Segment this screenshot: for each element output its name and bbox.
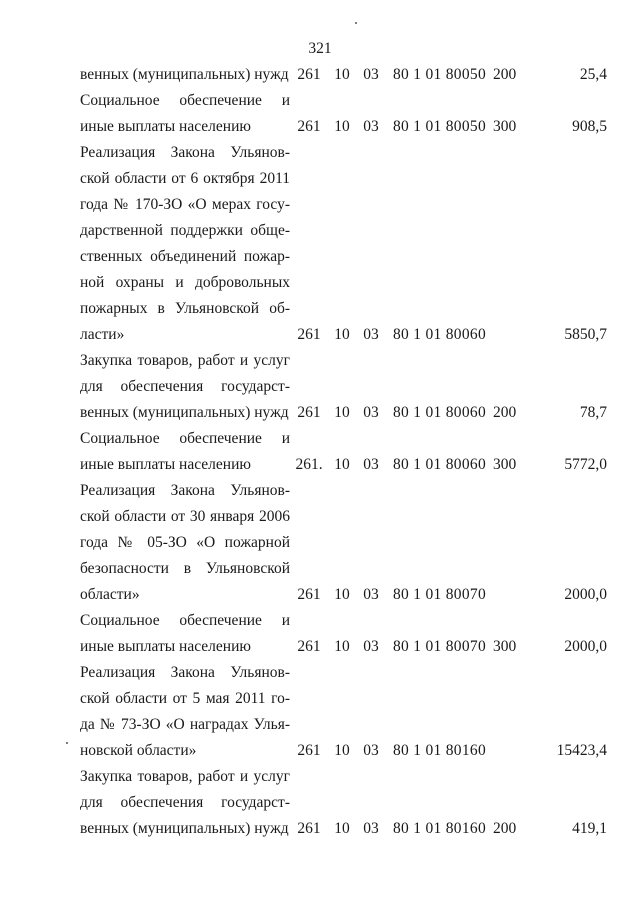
amount: 2000,0 — [564, 586, 607, 603]
section-code — [328, 296, 356, 322]
section-code: 10 — [334, 66, 350, 83]
expense-type-code — [493, 192, 533, 218]
ministry-code: 261 — [297, 586, 321, 603]
table-row — [80, 452, 607, 478]
expense-type-code — [493, 608, 533, 634]
ministry-code: 261 — [297, 326, 321, 343]
table-row — [80, 504, 607, 530]
target-article-code: 80 1 01 80070 — [392, 638, 487, 655]
target-article-code — [386, 790, 493, 816]
amount — [533, 270, 607, 296]
table-row — [80, 660, 607, 686]
section-code — [328, 686, 356, 712]
row-description-line: венных (муниципальных) нужд — [80, 820, 289, 837]
amount — [533, 192, 607, 218]
expense-type-code — [493, 712, 533, 738]
table-row — [80, 530, 607, 556]
row-description-line: безопасности в Ульяновской — [80, 560, 290, 577]
target-article-code — [386, 686, 493, 712]
row-description-line: венных (муниципальных) нужд — [80, 404, 289, 421]
target-article-code — [386, 556, 493, 582]
expense-type-code — [493, 374, 533, 400]
target-article-code: 80 1 01 80160 — [392, 742, 487, 759]
row-description-line: иные выплаты населению — [80, 456, 251, 473]
row-description-line: Социальное обеспечение и — [80, 430, 290, 447]
target-article-code — [386, 712, 493, 738]
subsection-code: 03 — [363, 638, 379, 655]
subsection-code — [356, 218, 386, 244]
subsection-code: 03 — [363, 586, 379, 603]
ministry-code — [290, 426, 328, 452]
subsection-code — [356, 608, 386, 634]
row-description-line: ной охраны и добровольных — [80, 274, 290, 291]
row-description-line: года № 170-ЗО «О мерах госу- — [80, 196, 290, 213]
subsection-code — [356, 790, 386, 816]
target-article-code — [386, 166, 493, 192]
row-description-line: иные выплаты населению — [80, 638, 251, 655]
amount — [533, 608, 607, 634]
target-article-code — [386, 270, 493, 296]
subsection-code: 03 — [363, 456, 379, 473]
row-description-line: новской области» — [80, 742, 197, 759]
amount — [533, 348, 607, 374]
target-article-code: 80 1 01 80050 — [392, 66, 487, 83]
section-code: 10 — [334, 586, 350, 603]
ministry-code — [290, 88, 328, 114]
ministry-code — [290, 504, 328, 530]
section-code — [328, 192, 356, 218]
table-row — [80, 270, 607, 296]
row-description-line: для обеспечения государст- — [80, 378, 290, 395]
table-row — [80, 790, 607, 816]
section-code — [328, 426, 356, 452]
target-article-code — [386, 426, 493, 452]
row-description-line: области» — [80, 586, 140, 603]
target-article-code: 80 1 01 80160 — [392, 820, 487, 837]
target-article-code — [386, 530, 493, 556]
expense-type-code — [493, 426, 533, 452]
row-description-line: ласти» — [80, 326, 125, 343]
section-code — [328, 270, 356, 296]
amount — [533, 504, 607, 530]
subsection-code — [356, 166, 386, 192]
section-code — [328, 530, 356, 556]
ministry-code — [290, 556, 328, 582]
ministry-code — [290, 296, 328, 322]
ministry-code — [290, 686, 328, 712]
subsection-code — [356, 504, 386, 530]
target-article-code — [386, 348, 493, 374]
budget-table-body — [80, 62, 607, 842]
table-row — [80, 348, 607, 374]
subsection-code — [356, 530, 386, 556]
table-row — [80, 426, 607, 452]
amount: 5850,7 — [564, 326, 607, 343]
table-row — [80, 764, 607, 790]
table-row — [80, 608, 607, 634]
row-description-line: ственных объединений пожар- — [80, 248, 290, 265]
target-article-code — [386, 296, 493, 322]
expense-type-code — [493, 738, 533, 764]
row-description-line: Закупка товаров, работ и услуг — [80, 352, 290, 369]
row-description-line: Реализация Закона Ульянов- — [80, 482, 290, 499]
table-row — [80, 88, 607, 114]
table-row — [80, 816, 607, 842]
subsection-code: 03 — [363, 820, 379, 837]
target-article-code: 80 1 01 80060 — [392, 326, 487, 343]
subsection-code: 03 — [363, 118, 379, 135]
amount: 908,5 — [572, 118, 607, 135]
subsection-code: 03 — [363, 326, 379, 343]
amount — [533, 296, 607, 322]
row-description-line: Реализация Закона Ульянов- — [80, 664, 290, 681]
ministry-code — [290, 192, 328, 218]
table-row — [80, 634, 607, 660]
ministry-code: 261 — [297, 118, 321, 135]
target-article-code — [386, 504, 493, 530]
ministry-code — [290, 244, 328, 270]
target-article-code — [386, 660, 493, 686]
target-article-code — [386, 764, 493, 790]
subsection-code: 03 — [363, 66, 379, 83]
amount: 5772,0 — [564, 456, 607, 473]
expense-type-code — [493, 478, 533, 504]
subsection-code — [356, 88, 386, 114]
section-code — [328, 88, 356, 114]
subsection-code — [356, 764, 386, 790]
amount: 419,1 — [572, 820, 607, 837]
section-code — [328, 218, 356, 244]
amount — [533, 478, 607, 504]
subsection-code — [356, 244, 386, 270]
expense-type-code: 300 — [493, 118, 517, 135]
target-article-code — [386, 478, 493, 504]
section-code — [328, 374, 356, 400]
expense-type-code: 300 — [493, 638, 517, 655]
ministry-code: 261. — [295, 456, 323, 473]
section-code: 10 — [334, 326, 350, 343]
table-row — [80, 296, 607, 322]
ministry-code — [290, 790, 328, 816]
section-code — [328, 166, 356, 192]
row-description-line: да № 73-ЗО «О наградах Улья- — [80, 716, 290, 733]
expense-type-code — [493, 582, 533, 608]
expense-type-code — [493, 504, 533, 530]
scan-speck — [355, 22, 357, 24]
target-article-code: 80 1 01 80060 — [392, 404, 487, 421]
target-article-code: 80 1 01 80050 — [392, 118, 487, 135]
target-article-code — [386, 608, 493, 634]
section-code: 10 — [334, 118, 350, 135]
ministry-code: 261 — [297, 404, 321, 421]
amount — [533, 660, 607, 686]
row-description-line: ской области от 5 мая 2011 го- — [80, 690, 290, 707]
amount — [533, 686, 607, 712]
ministry-code — [290, 660, 328, 686]
amount — [533, 140, 607, 166]
target-article-code — [386, 218, 493, 244]
expense-type-code: 200 — [493, 404, 517, 421]
row-description-line: пожарных в Ульяновской об- — [80, 300, 290, 317]
table-row — [80, 738, 607, 764]
section-code — [328, 140, 356, 166]
expense-type-code — [493, 140, 533, 166]
expense-type-code — [493, 556, 533, 582]
table-row — [80, 166, 607, 192]
subsection-code — [356, 660, 386, 686]
amount — [533, 556, 607, 582]
expense-type-code — [493, 218, 533, 244]
row-description-line: венных (муниципальных) нужд — [80, 66, 289, 83]
ministry-code: 261 — [297, 820, 321, 837]
subsection-code — [356, 348, 386, 374]
expense-type-code — [493, 790, 533, 816]
amount — [533, 218, 607, 244]
section-code — [328, 790, 356, 816]
subsection-code — [356, 556, 386, 582]
ministry-code — [290, 608, 328, 634]
expense-type-code — [493, 530, 533, 556]
table-row — [80, 712, 607, 738]
expense-type-code — [493, 270, 533, 296]
row-description-line: Реализация Закона Ульянов- — [80, 144, 290, 161]
expense-type-code — [493, 348, 533, 374]
table-row — [80, 114, 607, 140]
amount — [533, 374, 607, 400]
ministry-code — [290, 348, 328, 374]
row-description-line: для обеспечения государст- — [80, 794, 290, 811]
section-code: 10 — [334, 404, 350, 421]
amount — [533, 530, 607, 556]
amount — [533, 764, 607, 790]
expense-type-code — [493, 166, 533, 192]
subsection-code — [356, 686, 386, 712]
table-row — [80, 192, 607, 218]
section-code — [328, 504, 356, 530]
expense-type-code — [493, 322, 533, 348]
subsection-code — [356, 296, 386, 322]
subsection-code: 03 — [363, 742, 379, 759]
page-number: 321 — [308, 40, 332, 57]
table-row — [80, 322, 607, 348]
subsection-code — [356, 712, 386, 738]
budget-table — [80, 62, 607, 842]
section-code — [328, 244, 356, 270]
expense-type-code — [493, 88, 533, 114]
target-article-code — [386, 244, 493, 270]
section-code — [328, 478, 356, 504]
ministry-code — [290, 166, 328, 192]
target-article-code — [386, 374, 493, 400]
ministry-code — [290, 530, 328, 556]
section-code — [328, 660, 356, 686]
target-article-code — [386, 192, 493, 218]
expense-type-code: 300 — [493, 456, 517, 473]
section-code — [328, 712, 356, 738]
amount: 25,4 — [579, 66, 607, 83]
target-article-code: 80 1 01 80060 — [392, 456, 487, 473]
expense-type-code — [493, 660, 533, 686]
expense-type-code: 200 — [493, 66, 517, 83]
target-article-code — [386, 140, 493, 166]
expense-type-code — [493, 764, 533, 790]
section-code: 10 — [334, 820, 350, 837]
amount — [533, 426, 607, 452]
expense-type-code — [493, 296, 533, 322]
section-code — [328, 556, 356, 582]
section-code — [328, 348, 356, 374]
amount — [533, 712, 607, 738]
row-description-line: года № 05-ЗО «О пожарной — [80, 534, 290, 551]
amount: 15423,4 — [556, 742, 607, 759]
section-code — [328, 608, 356, 634]
amount — [533, 88, 607, 114]
section-code — [328, 764, 356, 790]
subsection-code — [356, 270, 386, 296]
row-description-line: Социальное обеспечение и — [80, 612, 290, 629]
subsection-code — [356, 140, 386, 166]
subsection-code — [356, 374, 386, 400]
scan-speck — [66, 742, 68, 744]
section-code: 10 — [334, 638, 350, 655]
amount: 2000,0 — [564, 638, 607, 655]
amount — [533, 790, 607, 816]
ministry-code — [290, 764, 328, 790]
amount — [533, 244, 607, 270]
table-row — [80, 62, 607, 88]
section-code: 10 — [334, 456, 350, 473]
ministry-code — [290, 270, 328, 296]
table-row — [80, 218, 607, 244]
table-row — [80, 244, 607, 270]
table-row — [80, 374, 607, 400]
row-description-line: Закупка товаров, работ и услуг — [80, 768, 290, 785]
row-description-line: ской области от 30 января 2006 — [80, 508, 290, 525]
subsection-code — [356, 426, 386, 452]
subsection-code: 03 — [363, 404, 379, 421]
ministry-code: 261 — [297, 66, 321, 83]
table-row — [80, 582, 607, 608]
row-description-line: дарственной поддержки обще- — [80, 222, 290, 239]
target-article-code: 80 1 01 80070 — [392, 586, 487, 603]
row-description-line: Социальное обеспечение и — [80, 92, 290, 109]
subsection-code — [356, 192, 386, 218]
ministry-code — [290, 140, 328, 166]
subsection-code — [356, 478, 386, 504]
row-description-line: иные выплаты населению — [80, 118, 251, 135]
expense-type-code — [493, 244, 533, 270]
ministry-code — [290, 218, 328, 244]
expense-type-code — [493, 686, 533, 712]
target-article-code — [386, 88, 493, 114]
amount: 78,7 — [579, 404, 607, 421]
ministry-code — [290, 374, 328, 400]
expense-type-code: 200 — [493, 820, 517, 837]
table-row — [80, 556, 607, 582]
section-code: 10 — [334, 742, 350, 759]
table-row — [80, 140, 607, 166]
table-row — [80, 478, 607, 504]
row-description-line: ской области от 6 октября 2011 — [80, 170, 290, 187]
ministry-code — [290, 712, 328, 738]
table-row — [80, 686, 607, 712]
ministry-code: 261 — [297, 742, 321, 759]
ministry-code — [290, 478, 328, 504]
amount — [533, 166, 607, 192]
table-row — [80, 400, 607, 426]
ministry-code: 261 — [297, 638, 321, 655]
